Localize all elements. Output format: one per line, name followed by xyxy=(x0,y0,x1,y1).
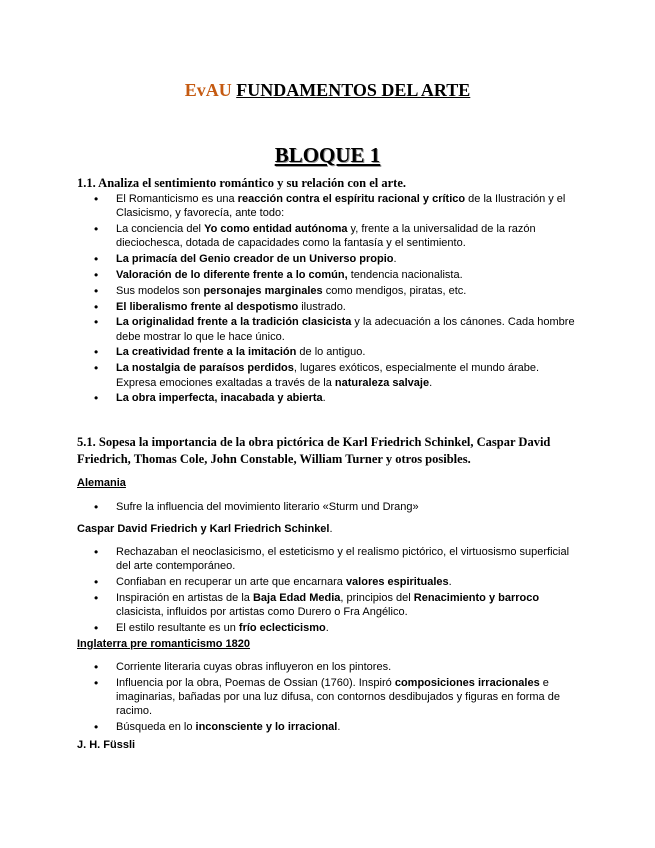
subject-title: FUNDAMENTOS DEL ARTE xyxy=(236,80,471,100)
list-item: • La primacía del Genio creador de un Universo propio. xyxy=(0,252,576,266)
list-item: • Confiaban en recuperar un arte que encarnara valores espirituales. xyxy=(0,575,576,589)
inglaterra-list xyxy=(0,660,576,736)
alemania-list xyxy=(0,500,576,516)
list-item: • Sus modelos son personajes marginales como mendigos, piratas, etc. xyxy=(0,284,576,298)
brand-label: EvAU xyxy=(184,80,232,100)
list-item: • La creatividad frente a la imitación de lo antiguo. xyxy=(0,345,576,359)
list-item: • El liberalismo frente al despotismo ilustrado. xyxy=(0,300,576,314)
section-label-fussli: J. H. Füssli xyxy=(77,739,136,751)
list-item: • La obra imperfecta, inacabada y abierta. xyxy=(0,391,576,405)
section-label-inglaterra: Inglaterra pre romanticismo 1820 xyxy=(77,638,251,650)
block-title: BLOQUE 1 xyxy=(274,143,381,167)
list-item: • La conciencia del Yo como entidad autónoma y, frente a la universalidad de la razón dieciochesca, dotada de capacidades como la fantasía y el sentimiento. xyxy=(0,222,576,251)
question-2-heading: 5.1. Sopesa la importancia de la obra pictórica de Karl Friedrich Schinkel, Caspar David Friedrich, Thomas Cole, John Constable, William Turner y otros posibles. xyxy=(77,435,551,466)
question-1-heading: 1.1. Analiza el sentimiento romántico y su relación con el arte. xyxy=(77,176,407,190)
list-item: • La nostalgia de paraísos perdidos, lugares exóticos, especialmente el mundo árabe. Expresa emociones exaltadas a través de la naturaleza salvaje. xyxy=(0,361,576,390)
list-item: • Valoración de lo diferente frente a lo común, tendencia nacionalista. xyxy=(0,268,576,282)
section-label-caspar: Caspar David Friedrich y Karl Friedrich Schinkel. xyxy=(77,523,333,535)
caspar-list xyxy=(0,545,576,637)
list-item: • Rechazaban el neoclasicismo, el esteticismo y el realismo pictórico, el virtuosismo superficial del arte contemporáneo. xyxy=(0,545,576,574)
list-item: • La originalidad frente a la tradición clasicista y la adecuación a los cánones. Cada hombre debe mostrar lo que le hace único. xyxy=(0,315,576,344)
list-item: • El estilo resultante es un frío eclecticismo. xyxy=(0,621,576,635)
list-item: • Inspiración en artistas de la Baja Edad Media, principios del Renacimiento y barroco clasicista, influidos por artistas como Durero o Fra Angélico. xyxy=(0,591,576,620)
section-label-alemania: Alemania xyxy=(77,477,126,489)
list-item: • Corriente literaria cuyas obras influyeron en los pintores. xyxy=(0,660,576,674)
page-title xyxy=(0,80,655,101)
question-1-list xyxy=(0,192,576,407)
list-item: • El Romanticismo es una reacción contra el espíritu racional y crítico de la Ilustración y el Clasicismo, y favorecía, ante todo: xyxy=(0,192,576,221)
list-item: • Sufre la influencia del movimiento literario «Sturm und Drang» xyxy=(0,500,576,514)
list-item: • Influencia por la obra, Poemas de Ossian (1760). Inspiró composiciones irracionales e imaginarias, bañadas por una luz difusa, con contornos desdibujados y figuras en forma de racimo. xyxy=(0,676,576,719)
list-item: • Búsqueda en lo inconsciente y lo irracional. xyxy=(0,720,576,734)
